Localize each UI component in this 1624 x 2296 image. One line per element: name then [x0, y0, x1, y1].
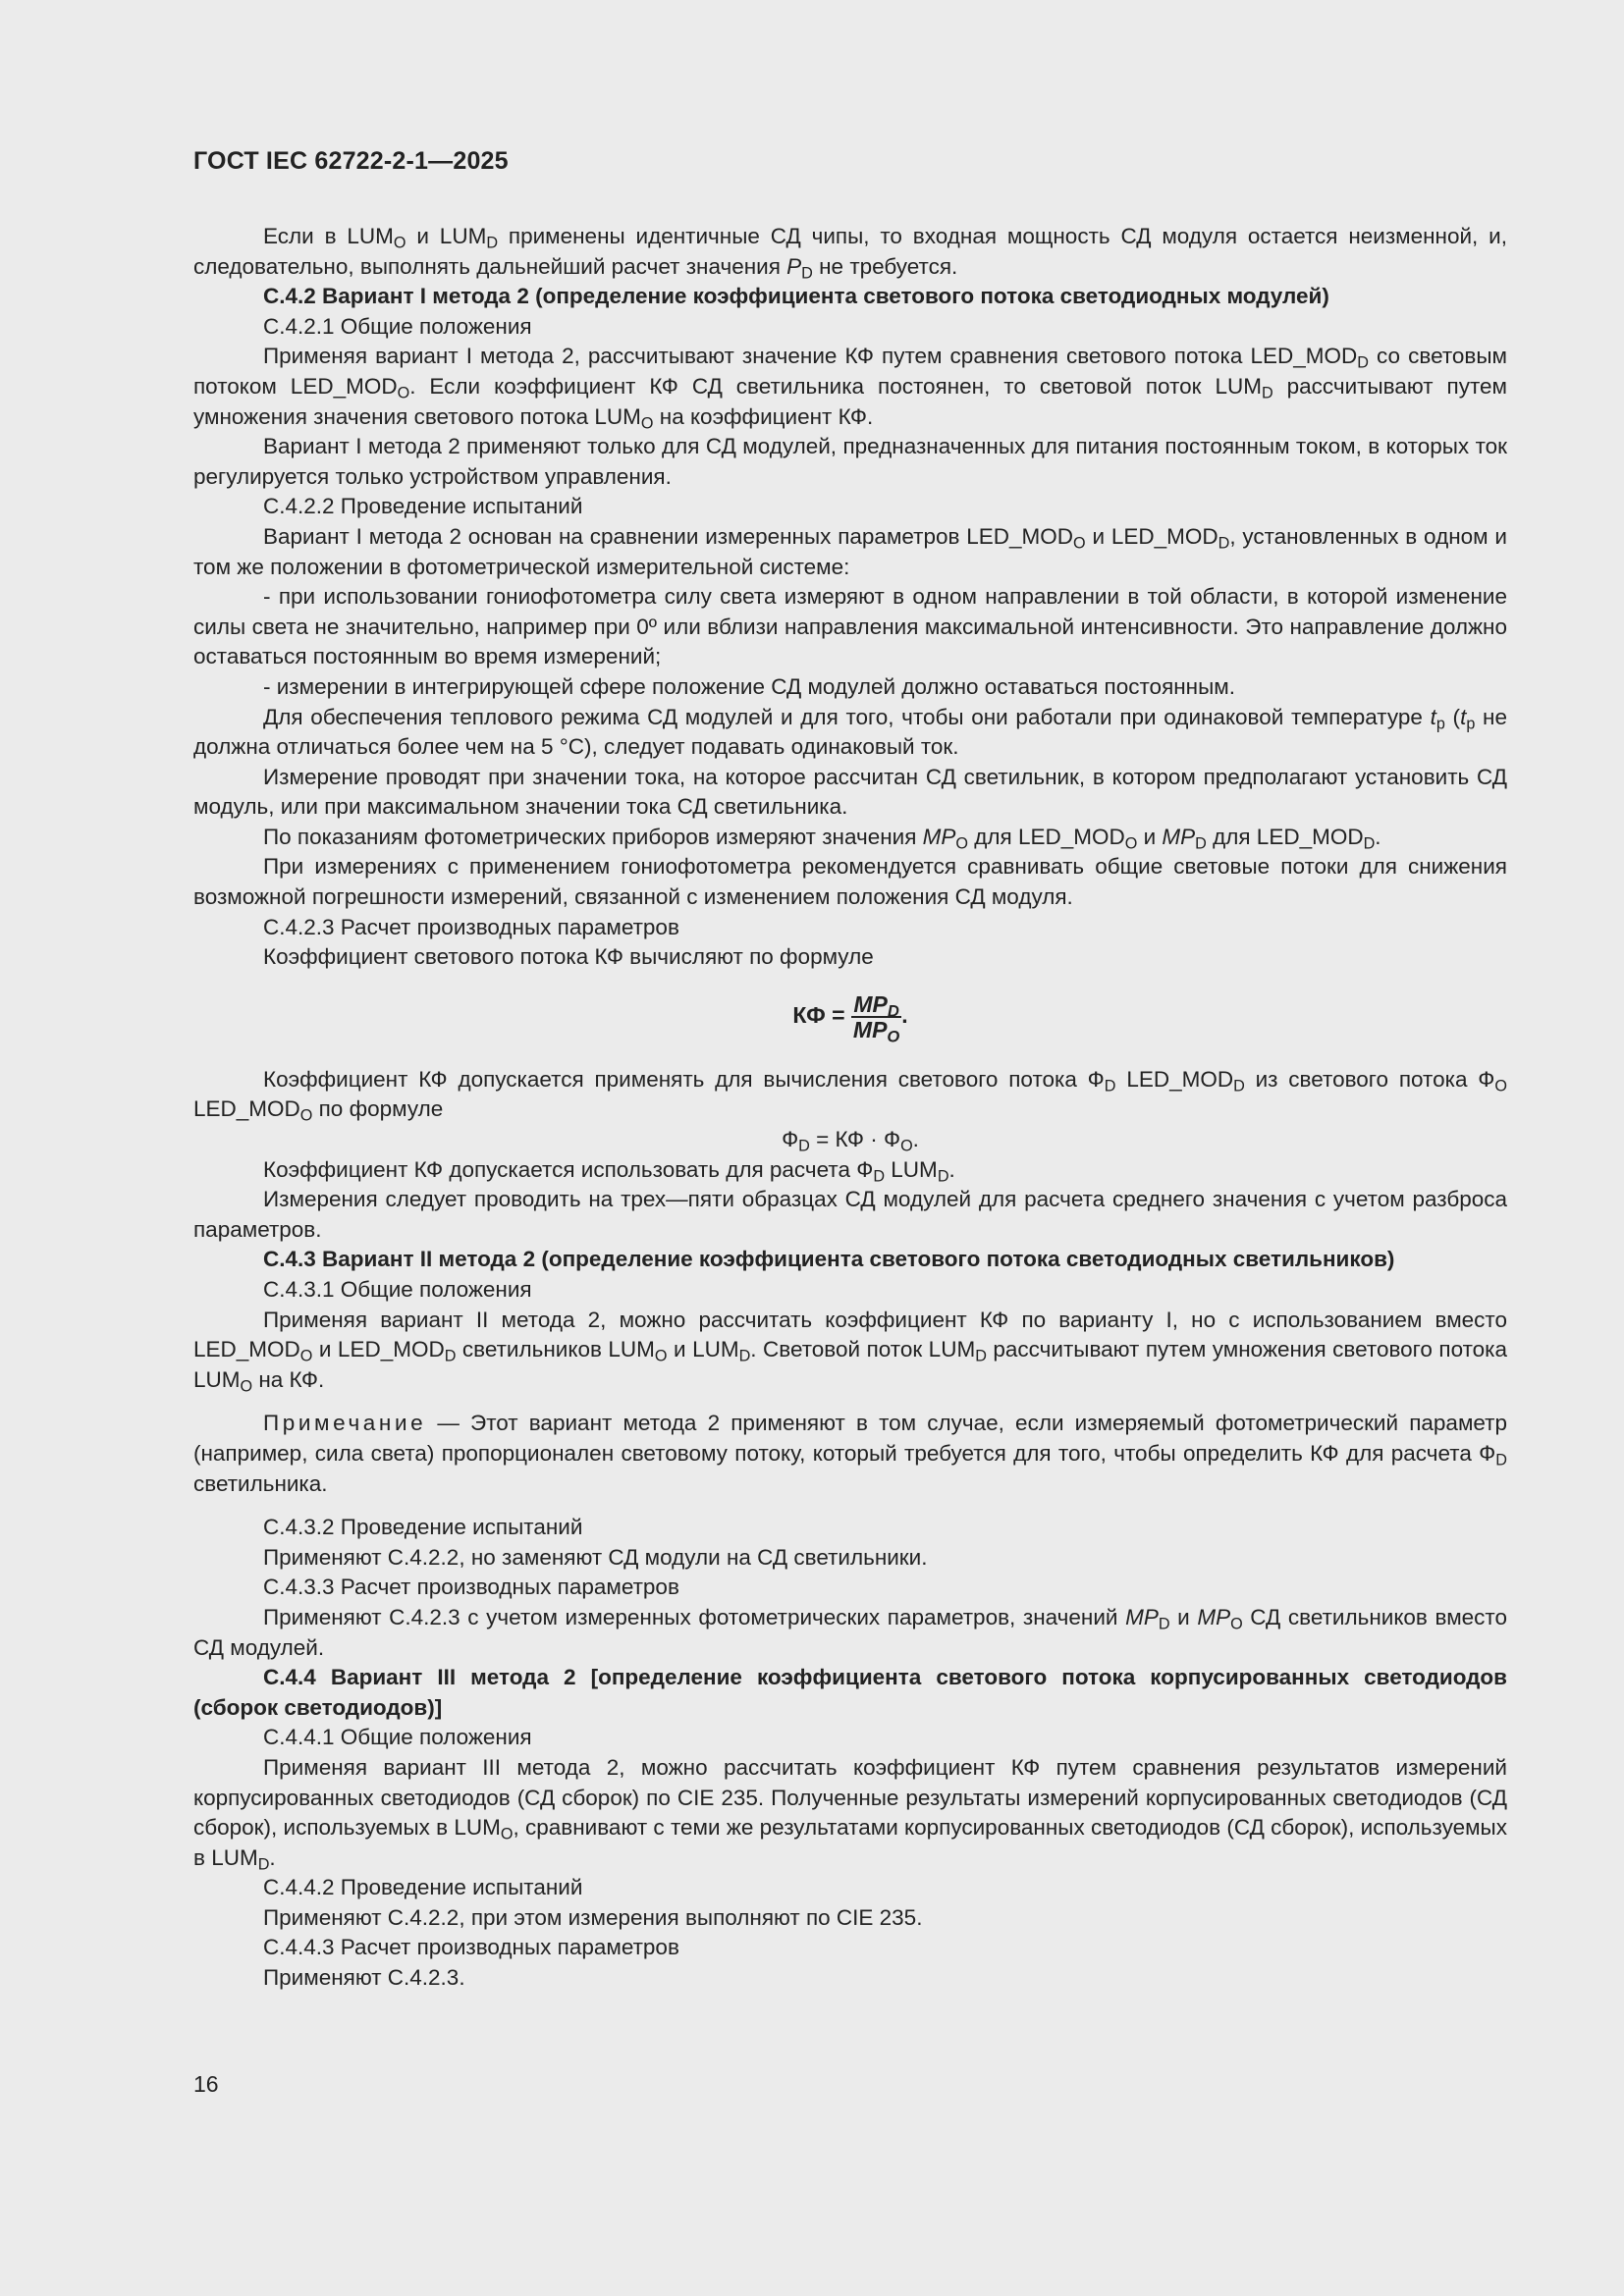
paragraph: Вариант I метода 2 основан на сравнении измеренных параметров $LED\_MOD_O$ и $LED\_MOD_D$, установленных в одном и том же положении в фотометрической измерительной системе:	[193, 523, 1507, 579]
formula-flux: $Ф_D$ = КФ · $Ф_O$.	[782, 1127, 919, 1155]
section-heading: С.4.3 Вариант II метода 2 (определение коэффициента светового потока светодиодных светильников)	[263, 1247, 1395, 1272]
note-label: Примечание	[263, 1411, 427, 1436]
note: Примечание — Этот вариант метода 2 применяют в том случае, если измеряемый фотометрический параметр (например, сила света) пропорционален световому потоку, который требуется для того, чтобы определить КФ для расчета $Ф_D$ светильника.	[193, 1411, 1507, 1496]
paragraph: Применяя вариант III метода 2, можно рассчитать коэффициент КФ путем сравнения результатов измерений корпусированных светодиодов (СД сборок) по CIE 235. Полученные результаты измерений корпусированных светодиодов (СД сборок), используемых в $LUM_O$, сравнивают с теми же результатами корпусированных светодиодов (СД сборок), используемых в $LUM_D$.	[193, 1754, 1507, 1874]
section-heading: С.4.2 Вариант I метода 2 (определение коэффициента светового потока светодиодных модулей)	[263, 284, 1329, 309]
paragraph: Применяя вариант I метода 2, рассчитывают значение КФ путем сравнения светового потока $LED\_MOD_D$ со световым потоком $LED\_MOD_O$. Если коэффициент КФ СД светильника постоянен, то световой поток $LUM_D$ рассчитывают путем умножения значения светового потока $LUM_O$ на коэффициент КФ.	[193, 344, 1507, 433]
subsection-heading: С.4.2.3 Расчет производных параметров	[263, 914, 679, 939]
paragraph: Применяют С.4.2.3.	[263, 1965, 465, 1991]
list-item: - измерении в интегрирующей сфере положение СД модулей должно оставаться постоянным.	[263, 673, 1235, 699]
subsection-heading: С.4.4.1 Общие положения	[263, 1725, 532, 1750]
page-number: 16	[193, 2071, 219, 2097]
subsection-heading: С.4.3.3 Расчет производных параметров	[263, 1575, 679, 1600]
formula-kf: КФ = $\frac{MP_D}{MP_O}$ .	[792, 990, 908, 1046]
subsection-heading: С.4.4.3 Расчет производных параметров	[263, 1935, 679, 1960]
paragraph: Для обеспечения теплового режима СД модулей и для того, чтобы они работали при одинаковой температуре $t_p$ ($t_p$ не должна отличаться более чем на 5 °С), следует подавать одинаковый ток.	[193, 704, 1507, 760]
section-heading: С.4.4 Вариант III метода 2 [определение коэффициента светового потока корпусированных светодиодов (сборок светодиодов)]	[193, 1665, 1507, 1720]
paragraph: Коэффициент КФ допускается использовать для расчета $Ф_D$ $LUM_D$.	[263, 1156, 955, 1186]
paragraph: Если в $LUM_O$ и $LUM_D$ применены идентичные СД чипы, то входная мощность СД модуля остается неизменной, и, следовательно, выполнять дальнейший расчет значения $P_D$ не требуется.	[193, 224, 1507, 283]
paragraph: Применяют С.4.2.2, при этом измерения выполняют по CIE 235.	[263, 1904, 923, 1930]
paragraph: Применяют С.4.2.3 с учетом измеренных фотометрических параметров, значений $MP_D$ и $MP_O$ СД светильников вместо СД модулей.	[193, 1604, 1507, 1660]
paragraph: Применяют С.4.2.2, но заменяют СД модули на СД светильники.	[263, 1544, 928, 1570]
paragraph: Вариант I метода 2 применяют только для СД модулей, предназначенных для питания постоянным током, в которых ток регулируется только устройством управления.	[193, 434, 1507, 489]
paragraph: При измерениях с применением гониофотометра рекомендуется сравнивать общие световые потоки для снижения возможной погрешности измерений, связанной с изменением положения СД модуля.	[193, 854, 1507, 910]
paragraph: Измерение проводят при значении тока, на которое рассчитан СД светильник, в котором предполагают установить СД модуль, или при максимальном значении тока СД светильника.	[193, 764, 1507, 820]
paragraph: Коэффициент КФ допускается применять для вычисления светового потока $Ф_D$ $LED\_MOD_D$ из светового потока $Ф_O$ $LED\_MOD_O$ по формуле	[193, 1066, 1507, 1125]
standard-header: ГОСТ IEC 62722-2-1—2025	[193, 147, 509, 175]
paragraph: Коэффициент светового потока КФ вычисляют по формуле	[263, 944, 874, 970]
list-item: - при использовании гониофотометра силу света измеряют в одном направлении в той области, в которой изменение силы света не значительно, например при 0º или вблизи направления максимальной интенсивности. Это направление должно оставаться постоянным во время измерений;	[193, 584, 1507, 669]
paragraph: По показаниям фотометрических приборов измеряют значения $MP_O$ для $LED\_MOD_O$ и $MP_D$ для $LED\_MOD_D$.	[263, 824, 1381, 853]
paragraph: Измерения следует проводить на трех—пяти образцах СД модулей для расчета среднего значения с учетом разброса параметров.	[193, 1187, 1507, 1242]
subsection-heading: С.4.2.1 Общие положения	[263, 313, 532, 339]
subsection-heading: С.4.3.2 Проведение испытаний	[263, 1515, 583, 1540]
subsection-heading: С.4.2.2 Проведение испытаний	[263, 494, 583, 519]
paragraph: Применяя вариант II метода 2, можно рассчитать коэффициент КФ по варианту I, но с использованием вместо $LED\_MOD_O$ и $LED\_MOD_D$ светильников $LUM_O$ и $LUM_D$. Световой поток $LUM_D$ рассчитывают путем умножения светового потока $LUM_O$ на КФ.	[193, 1307, 1508, 1396]
subsection-heading: С.4.3.1 Общие положения	[263, 1277, 532, 1302]
subsection-heading: С.4.4.2 Проведение испытаний	[263, 1875, 583, 1900]
document-body	[193, 222, 1507, 1994]
